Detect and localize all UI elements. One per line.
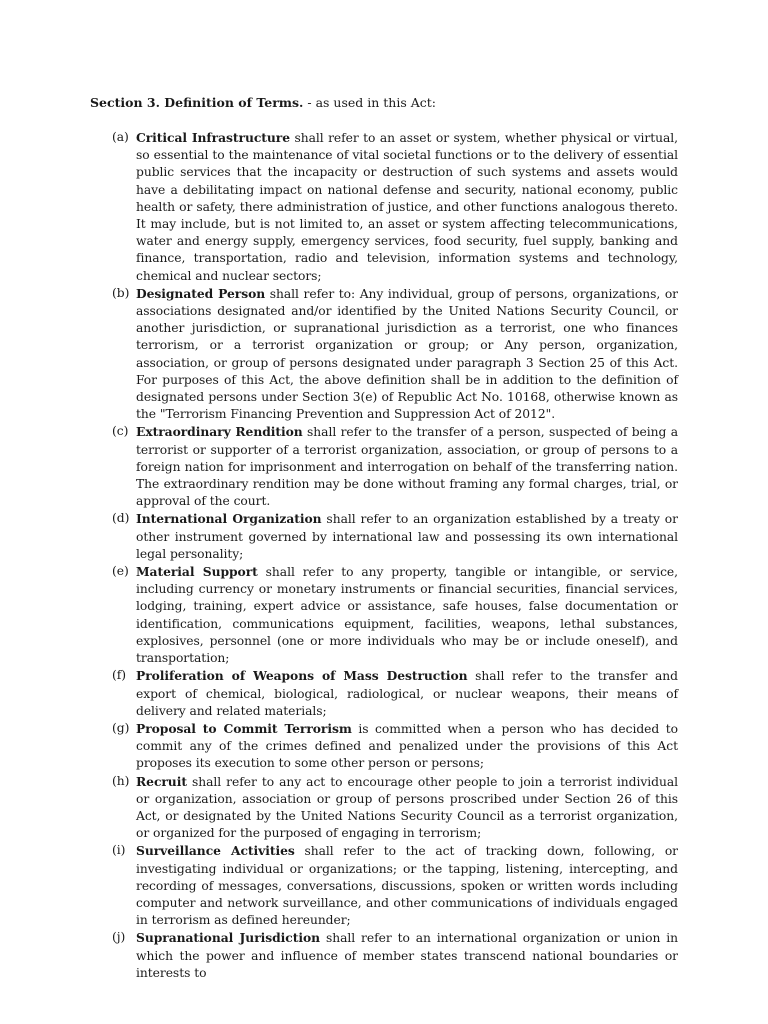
definition-marker: (b) xyxy=(112,285,130,300)
definition-term: Proliferation of Weapons of Mass Destruction xyxy=(136,668,468,684)
definition-term: International Organization xyxy=(136,511,322,527)
definition-term: Supranational Jurisdiction xyxy=(136,930,321,946)
definition-term: Recruit xyxy=(136,773,187,789)
definition-item-c xyxy=(112,423,678,510)
definition-marker: (j) xyxy=(112,930,126,945)
definition-marker: (d) xyxy=(112,511,130,526)
definition-text: shall refer to an international organization or union in which the power and influence of member states transcend national boundaries or interests to xyxy=(136,931,678,980)
definition-item-g xyxy=(112,720,678,773)
definition-text: shall refer to an asset or system, whether physical or virtual, so essential to the maintenance of vital societal functions or to the delivery of essential public services that the incapacity or destruction of such systems and assets would have a debilitating impact on national defense and security, national economy, public health or safety, there administration of justice, and other functions analogous thereto. It may include, but is not limited to, an asset or system affecting telecommunications, water and energy supply, emergency services, food security, fuel supply, banking and finance, transportation, radio and television, information systems and technology, chemical and nuclear sectors; xyxy=(136,131,678,283)
definition-item-i xyxy=(112,842,678,929)
section-heading xyxy=(90,94,690,111)
definitions-list xyxy=(112,129,678,982)
definition-term: Extraordinary Rendition xyxy=(136,424,303,440)
section-subtitle: - as used in this Act: xyxy=(303,95,436,110)
definition-text: shall refer to the transfer and export of chemical, biological, radiological, or nuclear weapons, their means of delivery and related materials; xyxy=(136,669,678,718)
definition-marker: (h) xyxy=(112,773,130,788)
definition-text: shall refer to the act of tracking down, following, or investigating individual or organizations; or the tapping, listening, intercepting, and recording of messages, conversations, discussions, spoken or written words including computer and network surveillance, and other communications of individuals engaged in terrorism as defined hereunder; xyxy=(136,844,678,928)
definition-text: is committed when a person who has decided to commit any of the crimes defined and penalized under the provisions of this Act proposes its execution to some other person or persons; xyxy=(136,721,678,771)
definition-term: Surveillance Activities xyxy=(136,843,295,859)
definition-text: shall refer to any property, tangible or intangible, or service, including currency or monetary instruments or financial securities, financial services, lodging, training, expert advice or assistance, safe houses, false documentation or identification, communications equipment, facilities, weapons, lethal substances, explosives, personnel (one or more individuals who may be or include oneself), and transportation; xyxy=(136,565,678,666)
definition-marker: (e) xyxy=(112,564,129,579)
definition-item-e xyxy=(112,563,678,667)
definition-item-j xyxy=(112,929,678,982)
definition-term: Material Support xyxy=(136,564,258,580)
definition-item-b xyxy=(112,285,678,424)
definition-item-a xyxy=(112,129,678,285)
section-title: Section 3. Definition of Terms. xyxy=(90,95,304,110)
definition-marker: (a) xyxy=(112,130,129,144)
definition-item-d xyxy=(112,510,678,563)
definition-term: Critical Infrastructure xyxy=(136,130,291,145)
definition-item-h xyxy=(112,773,678,843)
definition-text: shall refer to the transfer of a person, suspected of being a terrorist or supporter of a terrorist organization, association, or group of persons to a foreign nation for imprisonment and interrogation on behalf of the transferring nation. The extraordinary rendition may be done without framing any formal charges, trial, or approval of the court. xyxy=(136,425,678,509)
definition-term: Designated Person xyxy=(136,285,266,301)
definition-text: shall refer to an organization established by a treaty or other instrument governed by international law and possessing its own international legal personality; xyxy=(136,512,678,561)
definition-marker: (i) xyxy=(112,843,126,858)
definition-text: shall refer to any act to encourage other people to join a terrorist individual or organization, association or group of persons proscribed under Section 26 of this Act, or designated by the United Nations Security Council as a terrorist organization, or organized for the purposed of engaging in terrorism; xyxy=(136,774,678,841)
definition-item-f xyxy=(112,667,678,720)
definition-marker: (f) xyxy=(112,668,126,683)
definition-text: shall refer to: Any individual, group of persons, organizations, or associations designated and/or identified by the United Nations Security Council, or another jurisdiction, or supranational jurisdiction as a terrorist, one who finances terrorism, or a terrorist organization or group; or Any person, organization, association, or group of persons designated under paragraph 3 Section 25 of this Act. For purposes of this Act, the above definition shall be in addition to the definition of designated persons under Section 3(e) of Republic Act No. 10168, otherwise known as the "Terrorism Financing Prevention and Suppression Act of 2012". xyxy=(136,286,678,422)
definition-marker: (g) xyxy=(112,720,130,735)
definition-marker: (c) xyxy=(112,424,129,439)
definition-term: Proposal to Commit Terrorism xyxy=(136,720,352,736)
